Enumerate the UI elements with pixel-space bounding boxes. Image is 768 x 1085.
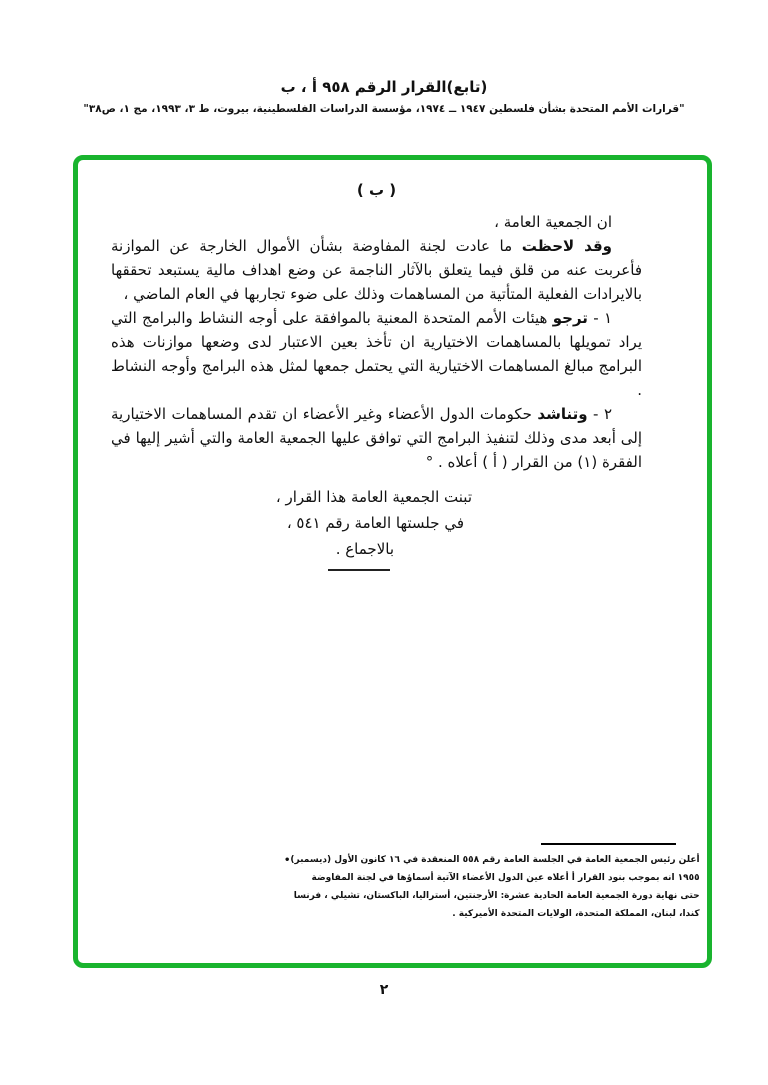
footnote bbox=[284, 851, 700, 923]
opening-paragraph bbox=[111, 210, 642, 234]
paragraph-number: ٢ - bbox=[587, 405, 612, 423]
footnote-line-2: ١٩٥٥ انه بموجب بنود القرار أ أعلاه عين الدول الأعضاء الآتية أسماؤها في لجنة المفاوضة bbox=[311, 873, 700, 883]
adoption-block bbox=[111, 484, 472, 571]
paragraph-preamble bbox=[111, 234, 642, 306]
document-header bbox=[0, 78, 768, 115]
footnote-line-3: حتى نهاية دورة الجمعية العامة الحادية عشرة: الأرجنتين، أستراليا، الباكستان، تشيلي ، فرنسا bbox=[293, 891, 700, 901]
paragraph-lead: وتناشد bbox=[537, 405, 588, 423]
paragraph-text: هيئات الأمم المتحدة المعنية بالموافقة على أوجه النشاط والبرامج التي يراد تمويلها بالمساهمات الاختيارية ان تأخذ بعين الاعتبار لدى وضعها موازنات هذه البرامج مبالغ المساهمات الاختيارية التي يحتمل جمعها لمثل هذه البرامج وأوجه النشاط . bbox=[111, 309, 642, 399]
paragraph-number: ١ - bbox=[587, 309, 612, 327]
paragraph-operative-2 bbox=[111, 402, 642, 474]
paragraph-lead: ترجو bbox=[552, 309, 588, 327]
footnote-marker-icon: • bbox=[284, 855, 291, 866]
footnote-line-4: كندا، لبنان، المملكة المتحدة، الولايات المتحدة الأميركية . bbox=[452, 909, 700, 919]
adoption-line-3: بالاجماع . bbox=[335, 540, 394, 558]
paragraph-text: ما عادت لجنة المفاوضة بشأن الأموال الخارجة عن الموازنة فأعربت عنه من قلق فيما يتعلق بالآثار الناجمة عن وضع اهداف مالية يستبعد تحققها بالايرادات الفعلية المتأتية من المساهمات وذلك على ضوء تجاربها في العام الماضي ، bbox=[111, 237, 642, 303]
section-label: ( ب ) bbox=[356, 181, 397, 199]
resolution-body bbox=[111, 178, 642, 571]
source-citation: "قرارات الأمم المتحدة بشأن فلسطين ١٩٤٧ ــ ١٩٧٤، مؤسسة الدراسات الفلسطينية، بيروت، ط ٣، ١٩٩٣، مج ١، ص٣٨" bbox=[83, 103, 685, 115]
resolution-continuation-title: (تابع)القرار الرقم ٩٥٨ أ ، ب bbox=[280, 78, 488, 96]
footnote-line-1: أعلن رئيس الجمعية العامة في الجلسة العامة رقم ٥٥٨ المنعقدة في ١٦ كانون الأول (ديسمبر) bbox=[290, 855, 700, 865]
opening-line: ان الجمعية العامة ، bbox=[494, 213, 612, 231]
end-of-text-divider bbox=[328, 569, 390, 571]
adoption-line-1: تبنت الجمعية العامة هذا القرار ، bbox=[275, 488, 472, 506]
resolution-frame bbox=[73, 155, 712, 968]
page-number: ٢ bbox=[379, 982, 389, 998]
footnote-text bbox=[290, 851, 699, 923]
footnote-area bbox=[284, 843, 700, 923]
paragraph-operative-1 bbox=[111, 306, 642, 402]
adoption-line-2: في جلستها العامة رقم ٥٤١ ، bbox=[286, 514, 464, 532]
footnote-rule bbox=[541, 843, 676, 845]
paragraph-text: حكومات الدول الأعضاء وغير الأعضاء ان تقدم المساهمات الاختيارية إلى أبعد مدى وذلك لتنفيذ البرامج التي توافق عليها الجمعية العامة والتي أشير إليها في الفقرة (١) من القرار ( أ ) أعلاه . ° bbox=[111, 405, 642, 471]
paragraph-lead: وقد لاحظت bbox=[521, 237, 612, 255]
